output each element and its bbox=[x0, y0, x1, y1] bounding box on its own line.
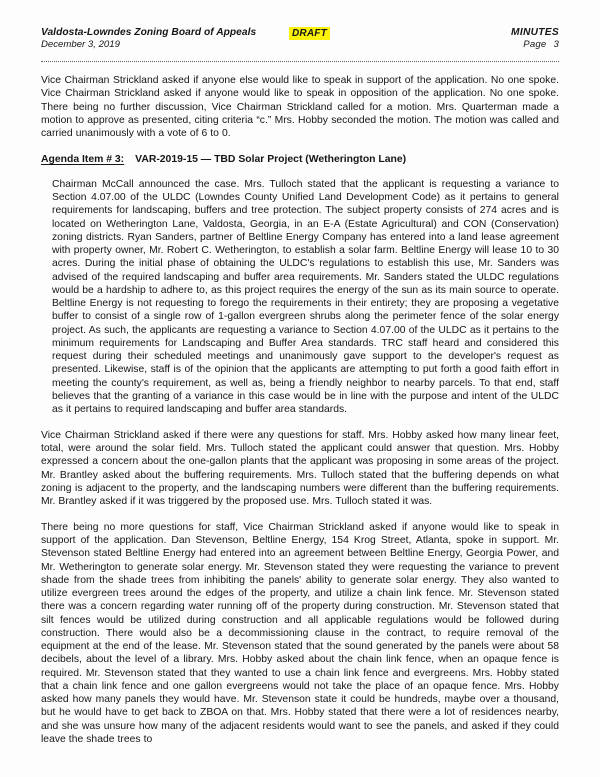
draft-stamp: DRAFT bbox=[289, 27, 330, 40]
page-number: 3 bbox=[553, 39, 559, 51]
agenda-item-title: VAR-2019-15 — TBD Solar Project (Wetherington Lane) bbox=[135, 153, 407, 165]
header-divider bbox=[41, 61, 559, 62]
header-organization: Valdosta-Lowndes Zoning Board of Appeals bbox=[41, 27, 257, 38]
page-content bbox=[41, 26, 559, 746]
header-page-indicator bbox=[511, 39, 559, 51]
minutes-body bbox=[41, 74, 559, 746]
header-right-block bbox=[511, 26, 559, 51]
paragraph-public-support: There being no more questions for staff, Vice Chairman Strickland asked if anyone would like to speak in support of the application. Dan Stevenson, Beltline Energy, 154 Krog Street, Atlanta, spoke in support. Mr. Stevenson stated Beltline Energy had entered into an agreement between Beltline Energy, Georgia Power, and Mr. Wetherington to generate solar energy. Mr. Stevenson stated they were requesting the variance to prevent shade from the shade trees from inhibiting the panels' ability to generate solar energy. They also wanted to utilize evergreen trees around the edges of the property, and utilize a chain link fence. Mr. Stevenson stated there was a concern regarding water running off of the property during construction. Mr. Stevenson stated that silt fences would be utilized during construction and all applicable regulations would be followed during construction. There would also be a decommissioning clause in the contract, to require removal of the equipment at the end of the lease. Mr. Stevenson stated that the sound generated by the panels were about 58 decibels, about the level of a library. Mrs. Hobby asked about the chain link fence, when an opaque fence is required. Mr. Stevenson stated that they wanted to use a chain link fence and evergreens. Mrs. Hobby stated that a chain link fence and one gallon evergreens would not take the place of an opaque fence. Mrs. Hobby asked how many panels they would have. Mr. Stevenson state it could be hundreds, maybe over a thousand, but he would have to get back to ZBOA on that. Mrs. Hobby stated that there were a lot of residences nearby, and she was unsure how many of the adjacent residents would want to see the panels, and asked if they could leave the shade trees to bbox=[41, 521, 559, 745]
page-label: Page bbox=[523, 39, 547, 51]
header-date: December 3, 2019 bbox=[41, 39, 120, 51]
agenda-item-heading bbox=[41, 153, 559, 166]
header-document-type: MINUTES bbox=[511, 27, 559, 38]
paragraph-staff-questions: Vice Chairman Strickland asked if there were any questions for staff. Mrs. Hobby asked how many linear feet, total, were around the solar field. Mrs. Tulloch stated the applicant could answer that question. Mrs. Hobby expressed a concern about the one-gallon plants that the applicant was proposing in some areas of the project. Mr. Brantley asked about the buffering requirements. Mrs. Tulloch stated that the buffering depends on what zoning is adjacent to the property, and the landscaping numbers were different than the buffering requirements. Mr. Brantley asked if it was triggered by the proposed use. Mrs. Tulloch stated it was. bbox=[41, 429, 559, 507]
paragraph-motion-vote: Vice Chairman Strickland asked if anyone else would like to speak in support of the application. No one spoke. Vice Chairman Strickland asked if anyone would like to speak in opposition of the application. No one spoke. There being no further discussion, Vice Chairman Strickland called for a motion. Mrs. Quarterman made a motion to approve as presented, citing criteria “c.” Mrs. Hobby seconded the motion. The motion was called and carried unanimously with a vote of 6 to 0. bbox=[41, 75, 559, 139]
header-left-block bbox=[41, 26, 256, 51]
page-header bbox=[41, 26, 559, 56]
agenda-item-label: Agenda Item # 3: bbox=[41, 153, 125, 165]
paragraph-case-presentation: Chairman McCall announced the case. Mrs. Tulloch stated that the applicant is requesting a variance to Section 4.07.00 of the ULDC (Lowndes County Unified Land Development Code) as it pertains to general requirements for landscaping, buffers and tree protection. The subject property consists of 274 acres and is located on Wetherington Lane, Valdosta, Georgia, in an E-A (Estate Agricultural) and CON (Conservation) zoning districts. Ryan Sanders, partner of Beltline Energy Company has entered into a land lease agreement with property owner, Mr. Robert C. Wetherington, to establish a solar farm. Beltline Energy will lease 10 to 30 acres. During the initial phase of obtaining the ULDC's regulations to establish this use, Mr. Sanders was advised of the required landscaping and buffer area requirements. Mr. Sanders stated the ULDC regulations would be a hardship to adhere to, as this project requires the energy of the sun as its main source to operate. Beltline Energy is not requesting to forego the requirements in their entirety; they are proposing a vegetative buffer to consist of a single row of 1-gallon evergreen shrubs along the perimeter fence of the solar energy project. As such, the applicants are requesting a variance to Section 4.07.00 of the ULDC as it pertains to the minimum requirements for Landscaping and Buffer Area standards. TRC staff heard and considered this request during their scheduled meetings and unanimously gave support to the developer's request as presented. Likewise, staff is of the opinion that the applicants are attempting to put forth a good faith effort in meeting the county's requirement, as well as, being a friendly neighbor to nearby parcels. To that end, staff believes that the granting of a variance in this case would be in line with the purpose and intent of the ULDC as it pertains to required landscaping and buffer area standards. bbox=[52, 178, 559, 415]
